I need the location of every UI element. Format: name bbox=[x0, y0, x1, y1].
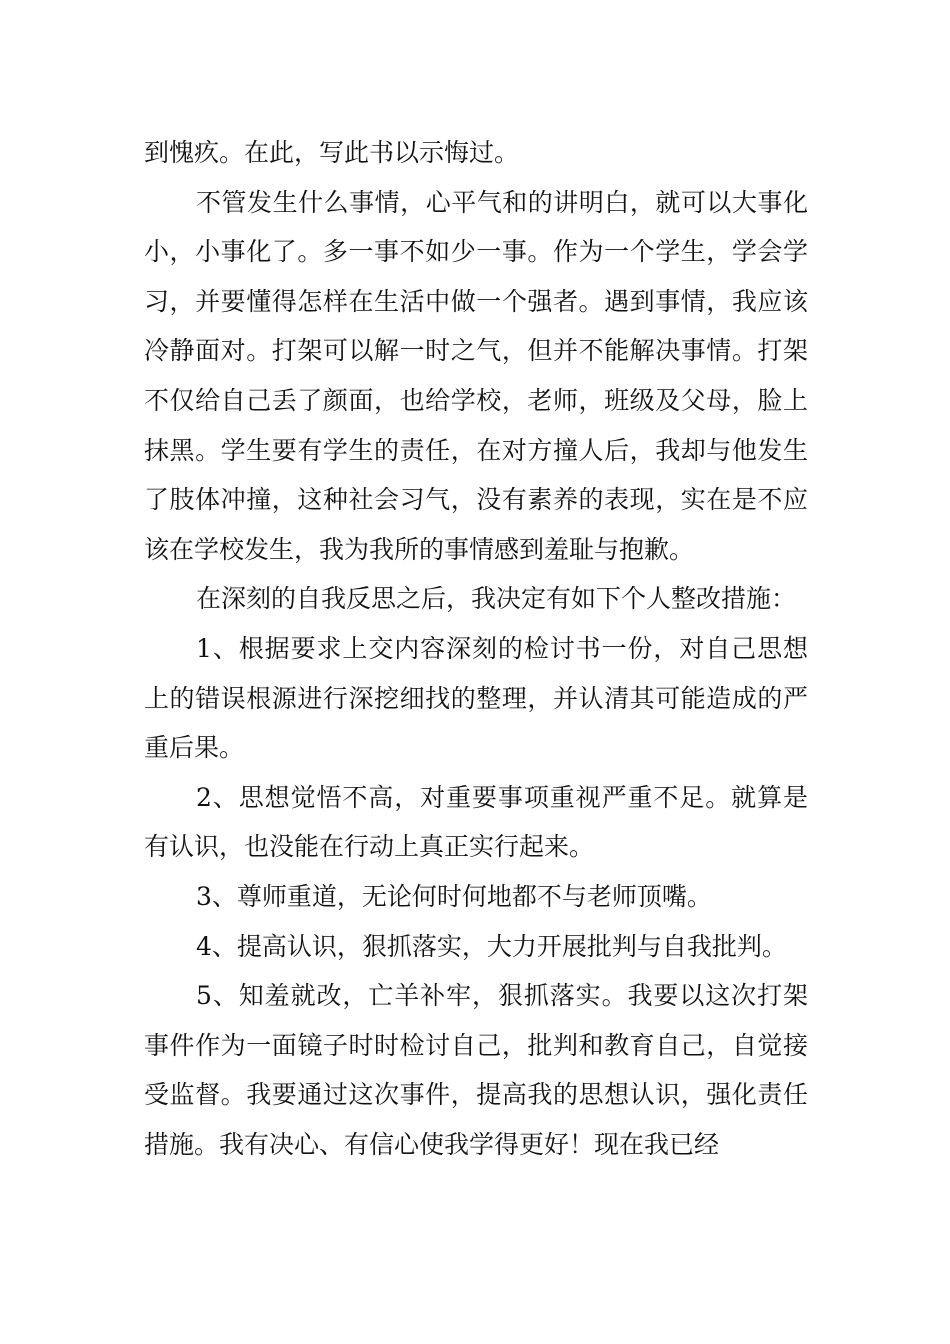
paragraph-4: 1、根据要求上交内容深刻的检讨书一份，对自己思想上的错误根源进行深挖细找的整理，并认清其可能造成的严重后果。 bbox=[144, 633, 808, 763]
paragraph-8: 5、知羞就改，亡羊补牢，狠抓落实。我要以这次打架事件作为一面镜子时时检讨自己，批判和教育自己，自觉接受监督。我要通过这次事件，提高我的思想认识，强化责任措施。我有决心、有信心使我学得更好！现在我已经 bbox=[144, 981, 808, 1159]
paragraph-1: 到愧疚。在此，写此书以示悔过。 bbox=[144, 138, 520, 167]
paragraph-7: 4、提高认识，狠抓落实，大力开展批判与自我批判。 bbox=[196, 931, 787, 961]
document-body bbox=[144, 128, 808, 1169]
paragraph-5: 2、思想觉悟不高，对重要事项重视严重不足。就算是有认识，也没能在行动上真正实行起来。 bbox=[144, 782, 808, 862]
paragraph-6: 3、尊师重道，无论何时何地都不与老师顶嘴。 bbox=[196, 881, 712, 911]
paragraph-3: 在深刻的自我反思之后，我决定有如下个人整改措施： bbox=[196, 584, 797, 614]
paragraph-2: 不管发生什么事情，心平气和的讲明白，就可以大事化小，小事化了。多一事不如少一事。作为一个学生，学会学习，并要懂得怎样在生活中做一个强者。遇到事情，我应该冷静面对。打架可以解一时之气，但并不能解决事情。打架不仅给自己丢了颜面，也给学校，老师，班级及父母，脸上抹黑。学生要有学生的责任，在对方撞人后，我却与他发生了肢体冲撞，这种社会习气，没有素养的表现，实在是不应该在学校发生，我为我所的事情感到羞耻与抱歉。 bbox=[144, 187, 808, 564]
